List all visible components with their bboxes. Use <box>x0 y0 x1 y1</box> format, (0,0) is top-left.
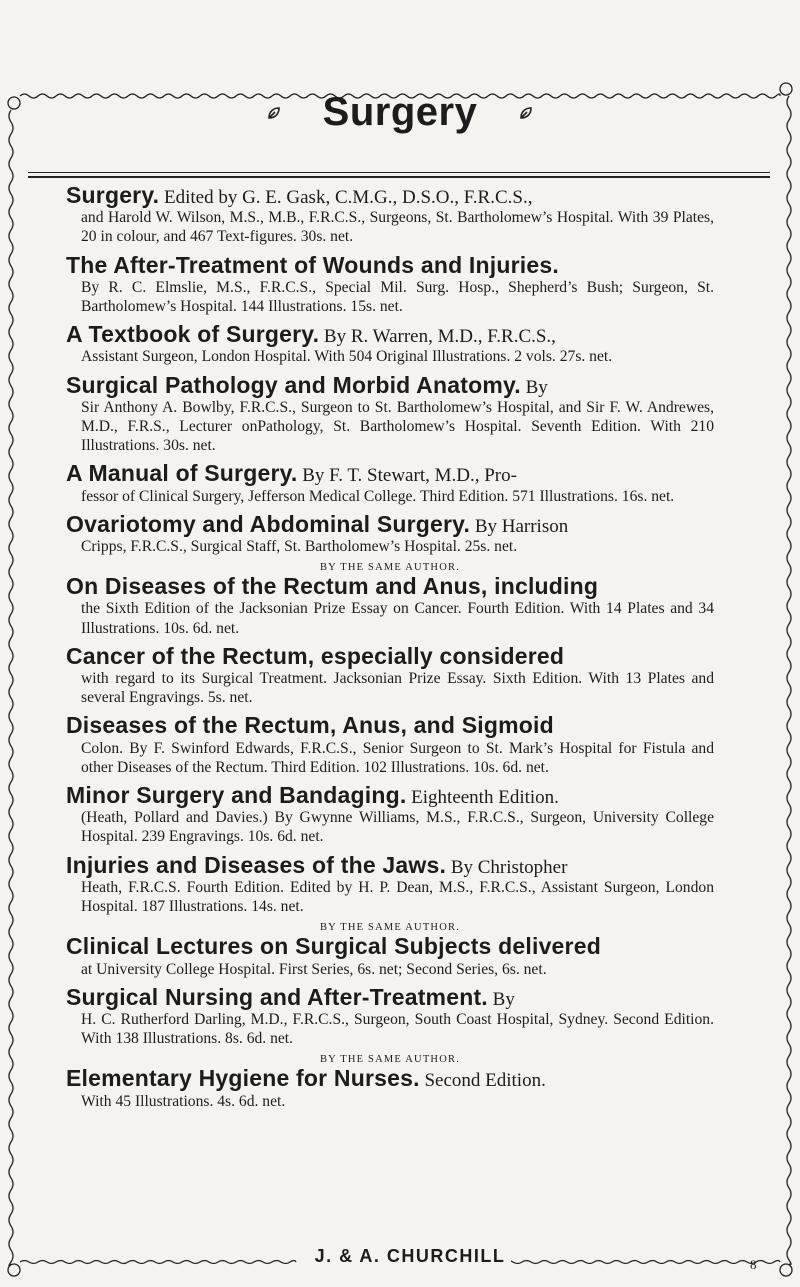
book-entry <box>66 712 714 777</box>
book-author-lead: Edited by G. E. Gask, C.M.G., D.S.O., F.R.C.S., <box>159 187 533 208</box>
book-entry <box>66 782 714 847</box>
book-description: H. C. Rutherford Darling, M.D., F.R.C.S., Surgeon, South Coast Hospital, Sydney. Second Edition. With 138 Illustrations. 8s. 6d. net. <box>81 1010 714 1048</box>
book-description: Cripps, F.R.C.S., Surgical Staff, St. Bartholomew’s Hospital. 25s. net. <box>81 538 518 556</box>
book-author-lead: By <box>487 988 515 1010</box>
book-entry <box>66 321 714 366</box>
book-description: Assistant Surgeon, London Hospital. With 504 Original Illustrations. 2 vols. 27s. net. <box>81 348 613 366</box>
book-author-lead: Second Edition. <box>419 1070 546 1092</box>
book-title: A Textbook of Surgery. <box>66 321 320 348</box>
book-entry <box>66 182 714 247</box>
publisher-name: J. & A. CHURCHILL <box>309 1246 512 1266</box>
book-title: The After-Treatment of Wounds and Injuries. <box>66 251 559 278</box>
book-description: (Heath, Pollard and Davies.) By Gwynne Williams, M.S., F.R.C.S., Surgeon, University College Hospital. 239 Engravings. 10s. 6d. net. <box>81 809 714 846</box>
book-description: With 45 Illustrations. 4s. 6d. net. <box>81 1092 286 1110</box>
page-number: 8 <box>750 1257 757 1272</box>
book-description: Heath, F.R.C.S. Fourth Edition. Edited by H. P. Dean, M.S., F.R.C.S., Assistant Surgeon, London Hospital. 187 Illustrations. 14s. net. <box>81 878 714 916</box>
book-list <box>66 182 714 1120</box>
book-entry <box>66 371 714 456</box>
book-author-lead: By Harrison <box>470 515 569 537</box>
book-description: the Sixth Edition of the Jacksonian Prize Essay on Cancer. Fourth Edition. With 14 Plates and 34 Illustrations. 10s. 6d. net. <box>81 600 714 637</box>
book-title: Clinical Lectures on Surgical Subjects delivered <box>66 933 601 960</box>
publisher-footer <box>60 1246 760 1267</box>
header-rule <box>28 172 770 178</box>
book-entry <box>66 460 714 505</box>
page-header <box>0 90 800 135</box>
book-entry <box>66 573 714 638</box>
book-description: with regard to its Surgical Treatment. Jacksonian Prize Essay. Sixth Edition. With 13 Plates and several Engravings. 5s. net. <box>81 670 714 707</box>
same-author-note: BY THE SAME AUTHOR. <box>319 1054 461 1066</box>
book-entry <box>66 251 714 317</box>
book-entry <box>66 851 714 917</box>
book-description: and Harold W. Wilson, M.S., M.B., F.R.C.S., Surgeons, St. Bartholomew’s Hospital. With 39 Plates, 20 in colour, and 467 Text-figures. 30s. net. <box>81 209 714 246</box>
book-author-lead: By <box>520 376 548 398</box>
book-description: Colon. By F. Swinford Edwards, F.R.C.S., Senior Surgeon to St. Mark’s Hospital for Fistula and other Diseases of the Rectum. Third Edition. 102 Illustrations. 10s. 6d. net. <box>81 739 714 776</box>
book-entry <box>66 642 714 708</box>
book-title: Ovariotomy and Abdominal Surgery. <box>66 510 471 537</box>
leaf-ornament-icon <box>267 106 281 120</box>
book-entry <box>66 983 714 1049</box>
book-title: A Manual of Surgery. <box>66 460 298 487</box>
same-author-note: BY THE SAME AUTHOR. <box>319 922 461 934</box>
book-title: Minor Surgery and Bandaging. <box>66 782 407 809</box>
book-entry <box>66 510 714 556</box>
book-description: at University College Hospital. First Series, 6s. net; Second Series, 6s. net. <box>81 960 547 978</box>
book-author-lead: By F. T. Stewart, M.D., Pro- <box>297 465 517 487</box>
book-title: Surgical Nursing and After-Treatment. <box>66 983 488 1010</box>
book-description: By R. C. Elmslie, M.S., F.R.C.S., Special Mil. Surg. Hosp., Shepherd’s Bush; Surgeon, St. Bartholomew’s Hospital. 144 Illustrations. 15s. net. <box>81 278 714 316</box>
book-title: Surgical Pathology and Morbid Anatomy. <box>66 371 521 398</box>
book-author-lead: By Christopher <box>446 856 568 878</box>
same-author-note: BY THE SAME AUTHOR. <box>319 562 461 574</box>
book-title: Diseases of the Rectum, Anus, and Sigmoid <box>66 712 554 739</box>
book-title: Surgery. <box>66 182 160 208</box>
book-author-lead: Eighteenth Edition. <box>406 787 559 809</box>
leaf-ornament-icon <box>519 106 533 120</box>
book-description: fessor of Clinical Surgery, Jefferson Medical College. Third Edition. 571 Illustrations. 16s. net. <box>81 487 675 505</box>
book-author-lead: By R. Warren, M.D., F.R.C.S., <box>319 326 556 348</box>
book-title: Cancer of the Rectum, especially considered <box>66 642 565 669</box>
corner-ring-icon <box>780 1264 792 1276</box>
book-title: Injuries and Diseases of the Jaws. <box>66 851 447 878</box>
page-title: Surgery <box>322 90 478 134</box>
book-description: Sir Anthony A. Bowlby, F.R.C.S., Surgeon to St. Bartholomew’s Hospital, and Sir F. W. Andrewes, M.D., F.R.S., Lecturer onPathology, St. Bartholomew’s Hospital. Seventh Edition. With 210 Illustrations. 30s. net. <box>81 398 714 455</box>
book-entry <box>66 933 714 978</box>
book-title: Elementary Hygiene for Nurses. <box>66 1065 420 1092</box>
book-entry <box>66 1065 714 1110</box>
book-title: On Diseases of the Rectum and Anus, including <box>66 573 599 600</box>
